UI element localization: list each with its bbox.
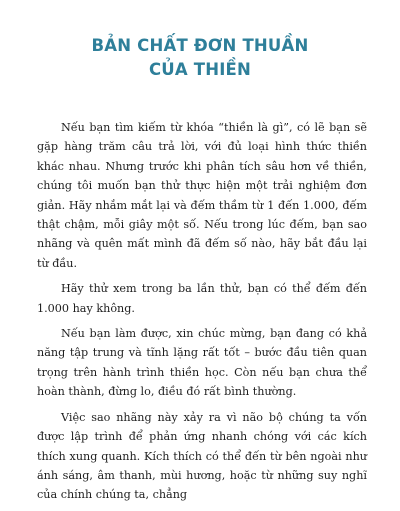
paragraph-2: Hãy thử xem trong ba lần thử, bạn có thể đếm đến 1.000 hay không.	[37, 282, 367, 315]
chapter-title-line-2: CỦA THIỀN	[148, 60, 252, 79]
paragraph-3: Nếu bạn làm được, xin chúc mừng, bạn đang có khả năng tập trung và tĩnh lặng rất tốt – bước đầu tiên quan trọng trên hành trình thiền học. Còn nếu bạn chưa thể hoàn thành, đừng lo, điều đó rất bình thường.	[37, 327, 367, 399]
paragraph-4: Việc sao nhãng này xảy ra vì não bộ chúng ta vốn được lập trình để phản ứng nhanh chóng với các kích thích xung quanh. Kích thích có thể đến từ bên ngoài như ánh sáng, âm thanh, mùi hương, hoặc từ những suy nghĩ của chính chúng ta, chẳng	[37, 410, 367, 502]
paragraph-1: Nếu bạn tìm kiếm từ khóa “thiền là gì”, có lẽ bạn sẽ gặp hàng trăm câu trả lời, với đủ loại hình thức thiền khác nhau. Nhưng trước khi phân tích sâu hơn về thiền, chúng tôi muốn bạn thử thực hiện một trải nghiệm đơn giản. Hãy nhắm mắt lại và đếm thầm từ 1 đến 1.000, đếm thật chậm, mỗi giây một số. Nếu trong lúc đếm, bạn sao nhãng và quên mất mình đã đếm số nào, hãy bắt đầu lại từ đầu.	[37, 121, 367, 270]
chapter-title	[0, 34, 400, 82]
body-text	[37, 118, 367, 511]
chapter-title-line-1: BẢN CHẤT ĐƠN THUẦN	[91, 36, 309, 55]
